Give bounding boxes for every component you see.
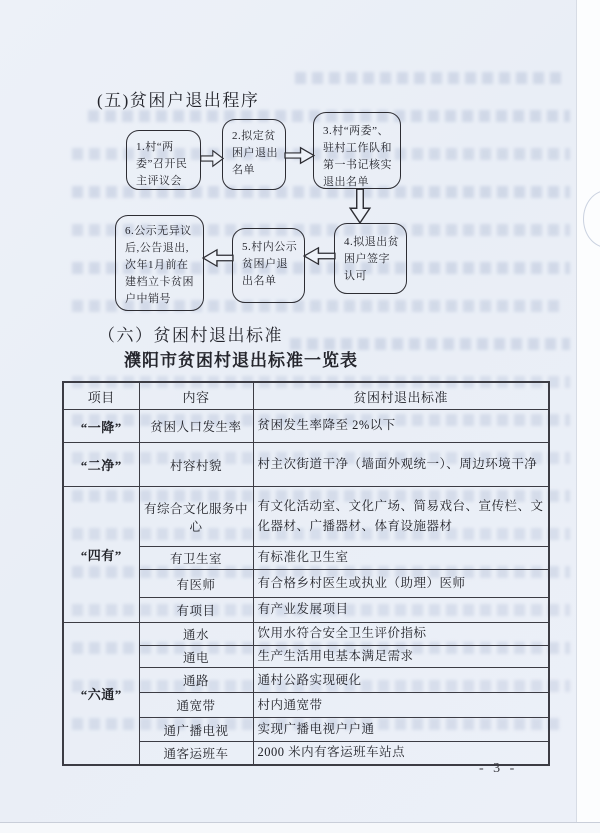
standard-cell: 有产业发展项目 (253, 598, 549, 623)
flow-step-6-label: 6.公示无异议后,公告退出,次年1月前在建档立卡贫困户中销号 (125, 225, 194, 306)
item-cell: “四有” (63, 487, 139, 623)
standard-cell: 实现广播电视户户通 (253, 718, 549, 742)
content-cell: 通广播电视 (139, 718, 253, 742)
section-6-title: （六）贫困村退出标准 (98, 326, 283, 345)
exit-standards-table (62, 381, 550, 766)
content-cell: 通水 (139, 623, 253, 646)
item-cell: “六通” (63, 623, 139, 765)
paper-crease (583, 190, 600, 248)
section-5-title: (五)贫困户退出程序 (97, 91, 260, 110)
table-row (63, 487, 549, 547)
standard-cell: 生产生活用电基本满足需求 (253, 646, 549, 668)
flow-step-5 (232, 228, 305, 303)
column-header-standard: 贫困村退出标准 (253, 382, 549, 410)
table-row (63, 443, 549, 487)
flow-step-1-label: 1.村“两委”召开民主评议会 (136, 141, 188, 188)
content-cell: 通路 (139, 668, 253, 693)
flow-step-4 (334, 223, 407, 294)
column-header-content: 内容 (139, 382, 253, 410)
item-cell: “二净” (63, 443, 139, 487)
standard-cell: 2000 米内有客运班车站点 (253, 742, 549, 765)
flow-step-2 (222, 119, 286, 190)
item-cell: “一降” (63, 410, 139, 443)
arrow-right-icon (284, 146, 315, 165)
standard-cell: 有合格乡村医生或执业（助理）医师 (253, 570, 549, 598)
flow-step-6 (115, 215, 204, 311)
standard-cell: 贫困发生率降至 2%以下 (253, 410, 549, 443)
standard-cell: 饮用水符合安全卫生评价指标 (253, 623, 549, 646)
content-cell: 通客运班车 (139, 742, 253, 765)
content-cell: 村容村貌 (139, 443, 253, 487)
content-cell: 有项目 (139, 598, 253, 623)
content-cell: 有卫生室 (139, 547, 253, 570)
table-row (63, 410, 549, 443)
standard-cell: 村内通宽带 (253, 693, 549, 718)
column-header-item: 项目 (63, 382, 139, 410)
page-right-edge (576, 0, 600, 822)
arrow-right-icon (200, 149, 224, 168)
arrow-down-icon (348, 188, 372, 224)
flow-step-1 (126, 130, 201, 190)
flow-step-3 (313, 112, 401, 189)
content-cell: 通宽带 (139, 693, 253, 718)
bleedthrough-line (295, 72, 567, 84)
content-cell: 贫困人口发生率 (139, 410, 253, 443)
arrow-left-icon (303, 246, 336, 266)
table-row (63, 623, 549, 646)
content-cell: 通电 (139, 646, 253, 668)
standard-cell: 通村公路实现硬化 (253, 668, 549, 693)
content-cell: 有综合文化服务中心 (139, 487, 253, 547)
content-cell: 有医师 (139, 570, 253, 598)
table-body (63, 410, 549, 765)
page-number: - 3 - (479, 761, 518, 776)
standard-cell: 有标准化卫生室 (253, 547, 549, 570)
flow-step-4-label: 4.拟退出贫困户签字认可 (344, 236, 400, 283)
page-bottom-edge (0, 822, 600, 833)
standard-cell: 村主次街道干净（墙面外观统一）、周边环境干净 (253, 443, 549, 487)
flow-step-2-label: 2.拟定贫困户退出名单 (232, 130, 278, 177)
flow-step-3-label: 3.村“两委”、驻村工作队和第一书记核实退出名单 (323, 125, 392, 189)
arrow-left-icon (202, 248, 234, 268)
table-title: 濮阳市贫困村退出标准一览表 (124, 351, 358, 370)
flow-step-5-label: 5.村内公示贫困户退出名单 (242, 241, 298, 288)
standard-cell: 有文化活动室、文化广场、简易戏台、宣传栏、文化器材、广播器材、体育设施器材 (253, 487, 549, 547)
table-header-row (63, 382, 549, 410)
